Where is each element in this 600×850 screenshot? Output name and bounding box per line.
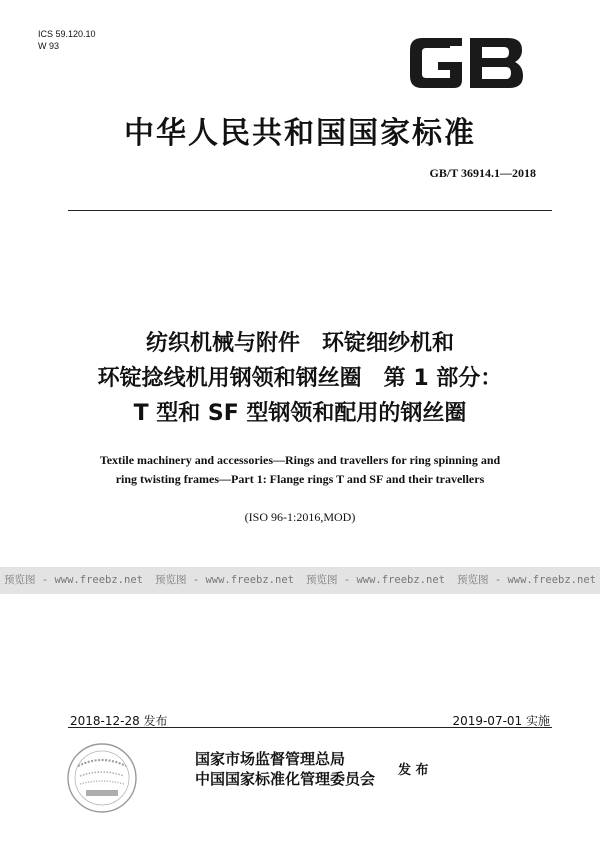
title-zh-line-2: 环锭捻线机用钢领和钢丝圈 第 1 部分： <box>97 366 503 391</box>
publish-label: 发 布 <box>398 763 429 778</box>
implementation-date: 2019-07-01 实施 <box>452 714 550 728</box>
watermark-text: 预览图 - www.freebz.net <box>4 574 143 586</box>
gb-logo <box>404 32 528 94</box>
bottom-divider <box>68 727 552 728</box>
watermark-band <box>0 567 600 594</box>
standard-number: GB/T 36914.1—2018 <box>429 166 536 180</box>
watermark-text: 预览图 - www.freebz.net <box>155 574 294 586</box>
ics-code: ICS 59.120.10 <box>38 29 96 39</box>
classification-codes <box>38 28 96 52</box>
ccs-code: W 93 <box>38 41 60 51</box>
title-zh-line-1: 纺织机械与附件 环锭细纱机和 <box>145 331 454 356</box>
watermark-text: 预览图 - www.freebz.net <box>457 574 596 586</box>
top-divider <box>68 210 552 211</box>
title-en-line-1: Textile machinery and accessories—Rings and travellers for ring spinning and <box>99 453 501 467</box>
publisher-sac: 中国国家标准化管理委员会 <box>195 770 376 788</box>
publisher-samr: 国家市场监督管理总局 <box>195 750 346 768</box>
iso-reference: (ISO 96-1:2016,MOD) <box>244 510 356 524</box>
watermark-text: 预览图 - www.freebz.net <box>306 574 445 586</box>
issue-date: 2018-12-28 发布 <box>70 714 168 728</box>
national-standard-heading: 中华人民共和国国家标准 <box>124 116 476 151</box>
title-zh-line-3: T 型和 SF 型钢领和配用的钢丝圈 <box>133 401 467 426</box>
anti-counterfeit-seal-icon <box>64 736 140 820</box>
title-en-line-2: ring twisting frames—Part 1: Flange rings T and SF and their travellers <box>115 472 485 486</box>
